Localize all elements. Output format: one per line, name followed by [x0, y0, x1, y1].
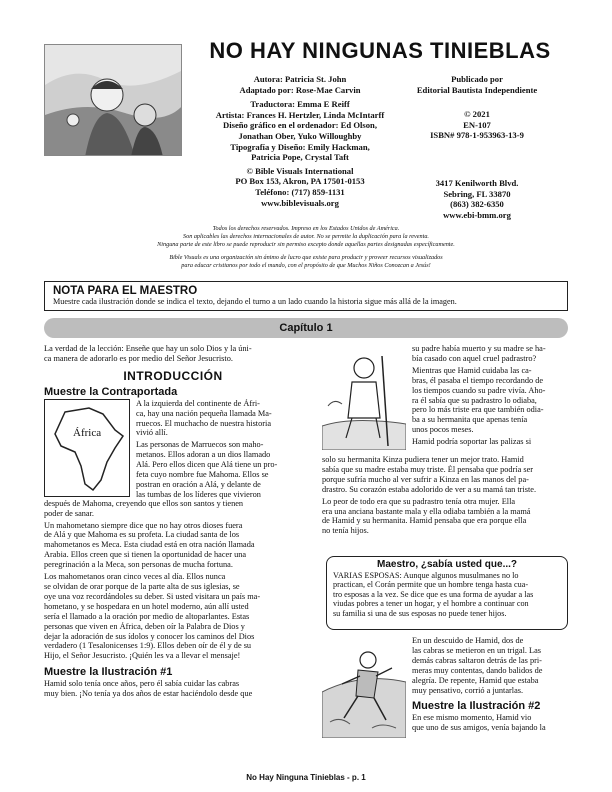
text-line: demás cabras saltaron detrás de las pri- — [412, 655, 542, 665]
cover-illustration — [44, 44, 182, 156]
intro-heading: INTRODUCCIÓN — [123, 368, 223, 383]
intro-narrow-text — [136, 399, 302, 500]
text-line: Hijo, el Señor Jesucristo. ¡Quién les va a llevar el mensaje! — [44, 651, 241, 661]
text-line: muy pensativo, corrió a juntarlas. — [412, 685, 524, 695]
text-line: oye una voz recordándoles su deber. Si usted visitara un país ma- — [44, 591, 261, 601]
text-line: VARIAS ESPOSAS: Aunque algunos musulmanes no lo — [333, 570, 519, 580]
text-line: tro esposas a la vez. Se dice que es una forma de ayudar a las — [333, 589, 534, 599]
africa-map — [44, 399, 130, 497]
right-bottom-narrow-text — [412, 636, 568, 733]
text-line: los tiempos cuando su padre vivía. Aho- — [412, 385, 546, 395]
credit-line: PO Box 153, Akron, PA 17501-0153 — [235, 176, 365, 187]
mission-line: Bible Visuals es una organización sin ánimo de lucro que existe para producir y proveer recursos visualizados — [169, 254, 443, 261]
rights-line: Todos los derechos reservados. Impreso en los Estados Unidos de América. — [212, 225, 400, 232]
credit-line: © Bible Visuals International — [246, 165, 354, 176]
text-line: ca, hay una nación pequeña llamada Ma- — [136, 408, 272, 418]
credits-right — [402, 74, 552, 220]
text-line: bía casado con aquel cruel padrastro? — [412, 353, 537, 363]
right-top-narrow-text — [412, 344, 568, 447]
text-line: practican, el Corán permite que un hombre tenga hasta cua- — [333, 580, 529, 590]
right-mid-text — [322, 455, 568, 536]
website-link[interactable]: www.biblevisuals.org — [261, 197, 339, 208]
text-line: sería el llamado a la oración por medio de altoparlantes. Estas — [44, 611, 250, 621]
text-line: drastro. Su corazón estaba adolorido de ver a su mamá tan triste. — [322, 484, 537, 494]
text-line: ra él sabía que su padrastro lo odiaba, — [412, 395, 537, 405]
text-line: meras muy contentas, dando balidos de — [412, 665, 543, 675]
text-line: su padre había muerto y su madre se ha- — [412, 344, 546, 353]
text-line: su familia si una de sus esposas no puede tener hijos. — [333, 608, 507, 618]
text-line: Las personas de Marruecos son maho- — [136, 440, 264, 450]
section-heading: Muestre la Contraportada — [44, 385, 178, 398]
mission-statement — [50, 254, 562, 270]
credit-line: 3417 Kenilworth Blvd. — [435, 177, 519, 188]
text-line: porque sufría mucho al ver sufrir a Kinza en las manos del pa- — [322, 474, 529, 484]
rights-line: Son aplicables las derechos internacionales de autor. No se permite la duplicación para la reventa. — [183, 233, 429, 240]
text-line: después de Mahoma, creyendo que ellos son santos y tienen — [44, 498, 244, 508]
text-line: peregrinación a la Meca, son personas de mucha fortuna. — [44, 560, 233, 570]
teacher-note-heading: NOTA PARA EL MAESTRO — [53, 285, 198, 297]
credit-line: Jonathan Ober, Yuko Willoughby — [238, 130, 362, 141]
text-line: dejar la adoración de sus ídolos y conocer los caminos del Dios — [44, 631, 255, 641]
text-line: Los mahometanos oran cinco veces al día. Ellos nunca — [44, 572, 226, 582]
text-line: no tenía hijos. — [322, 526, 369, 536]
text-line: rruecos. El muchacho de nuestra historia — [136, 418, 272, 428]
text-line: pero lo más triste era que también odia- — [412, 405, 544, 415]
credit-line: Sebring, FL 33870 — [443, 188, 511, 199]
text-line: se olvidan de orar porque de la parte alta de sus iglesias, se — [44, 581, 240, 591]
text-line: Lo peor de todo era que su padrastro tenía otra mujer. Ella — [322, 496, 516, 506]
credits-left — [180, 74, 420, 208]
credit-line: Traductora: Emma E Reiff — [250, 99, 350, 110]
map-label: África — [73, 426, 102, 439]
credit-line: EN-107 — [463, 119, 491, 130]
credit-line: Editorial Bautista Independiente — [416, 84, 538, 95]
text-line: unos pocos meses. — [412, 425, 474, 435]
lesson-truth: ca manera de adorarlo es por medio del Señor Jesucristo. — [44, 353, 233, 363]
text-line: muy bien. ¡No tenía ya dos años de estar haciéndolo desde que — [44, 689, 253, 699]
credit-line: (863) 382-6350 — [450, 199, 504, 210]
lesson-truth: La verdad de la lección: Enseñe que hay un solo Dios y la úni- — [44, 344, 252, 353]
text-line: sabía que su madre estaba muy triste. Él pensaba que podría ser — [322, 464, 534, 474]
credit-line: Tipografía y Diseño: Emily Hackman, — [230, 141, 370, 152]
mission-line: para educar cristianos por todo el mundo, con el propósito de que Muchos Niños Conozcan a Jesús! — [181, 262, 431, 269]
rights-line: Ninguna parte de este libro se puede reproducir sin permiso excepto donde aquellas partes designadas específicamente. — [157, 241, 455, 248]
credit-line: ISBN# 978-1-953963-13-9 — [430, 130, 524, 141]
text-line: mahometanos es Meca. Esta ciudad está en otra nación llamada — [44, 540, 255, 550]
fact-box-heading: Maestro, ¿sabía usted que...? — [376, 559, 518, 570]
illustration-boy-running — [322, 632, 406, 738]
credit-line: Adaptado por: Rose-Mae Carvin — [239, 84, 361, 95]
page-footer: No Hay Ninguna Tinieblas - p. 1 — [246, 773, 366, 782]
text-line: En ese mismo momento, Hamid vio — [412, 713, 532, 723]
credit-line: © 2021 — [464, 109, 490, 120]
text-line: bras, él pasaba el tiempo recordando de — [412, 375, 544, 385]
text-line: Alá. Pero ellos dicen que Alá tiene un pro- — [136, 460, 278, 470]
credit-line: Artista: Frances H. Hertzler, Linda McIntarff — [215, 109, 385, 120]
text-line: alegría. De repente, Hamid que estaba — [412, 675, 539, 685]
teacher-note-text: Muestre cada ilustración donde se indica el texto, dejando el turno a un lado cuando la historia sigue más allá de la imagen. — [53, 297, 457, 306]
credit-line: Publicado por — [451, 74, 503, 84]
text-line: feta cuyo nombre fue Mahoma. Ellos se — [136, 470, 269, 480]
text-line: era una anciana bastante mala y ella odiaba también a la mamá — [322, 506, 531, 516]
text-line: poder de sanar. — [44, 508, 94, 518]
text-line: solo su hermanita Kinza pudiera tener un mejor trato. Hamid — [322, 455, 524, 464]
text-line: las cabras se metieron en un trigal. Las — [412, 645, 542, 655]
credit-line: Autora: Patricia St. John — [253, 74, 347, 84]
teacher-note-box — [44, 281, 568, 311]
text-line: A la izquierda del continente de Áfri- — [136, 398, 260, 408]
text-line: Arabia. Ellos creen que si tienen la oportunidad de hacer una — [44, 550, 247, 560]
text-line: que uno de sus amigos, venía bajando la — [412, 723, 546, 733]
credit-line: Teléfono: (717) 859-1131 — [255, 186, 345, 197]
book-title: NO HAY NINGUNAS TINIEBLAS — [209, 38, 551, 63]
text-line: Un mahometano siempre dice que no hay otros dioses fuera — [44, 520, 243, 530]
text-line: ba a su hermanita que apenas tenía — [412, 415, 528, 425]
text-line: vivió allí. — [136, 428, 168, 438]
chapter-banner: Capítulo 1 — [44, 318, 568, 338]
text-line: de Alá y que Mahoma es su profeta. La ciudad santa de los — [44, 530, 240, 540]
credit-line: Patricia Pope, Crystal Taft — [251, 152, 349, 163]
text-line: En un descuido de Hamid, dos de — [412, 636, 524, 645]
text-line: Hamid solo tenía once años, pero él sabía cuidar las cabras — [44, 679, 240, 689]
illustration-boy-with-staff — [322, 346, 406, 450]
text-line: las tumbas de los líderes que vivieron — [136, 489, 261, 499]
text-line: viudas pobres a tener un hogar, y el hombre a continuar con — [333, 599, 529, 609]
section-heading: Muestre la Ilustración #1 — [44, 666, 173, 679]
text-line: personas que viven en África, deben oír la Palabra de Dios y — [44, 621, 245, 631]
section-heading: Muestre la Ilustración #2 — [412, 700, 541, 713]
text-line: postran en oración a Alá, y delante de — [136, 479, 261, 489]
text-line: verdadero (1 Tesalonicenses 1:9). Ellos deben oír de él y de su — [44, 641, 252, 651]
left-column — [44, 344, 302, 699]
teacher-fact-box — [326, 556, 568, 630]
website-link[interactable]: www.ebi-bmm.org — [443, 209, 511, 220]
text-line: hometano, y se hospedara en un hotel moderno, aún allí usted — [44, 601, 249, 611]
text-line: Hamid podría soportar las palizas si — [412, 437, 532, 447]
rights-notice — [50, 225, 562, 249]
credit-line: Diseño gráfico en el ordenador: Ed Olson, — [223, 120, 377, 131]
text-line: metanos. Ellos adoran a un dios llamado — [136, 450, 271, 460]
text-line: Mientras que Hamid cuidaba las ca- — [412, 365, 532, 375]
text-line: de Hamid y su hermanita. Hamid pensaba que era porque ella — [322, 516, 527, 526]
